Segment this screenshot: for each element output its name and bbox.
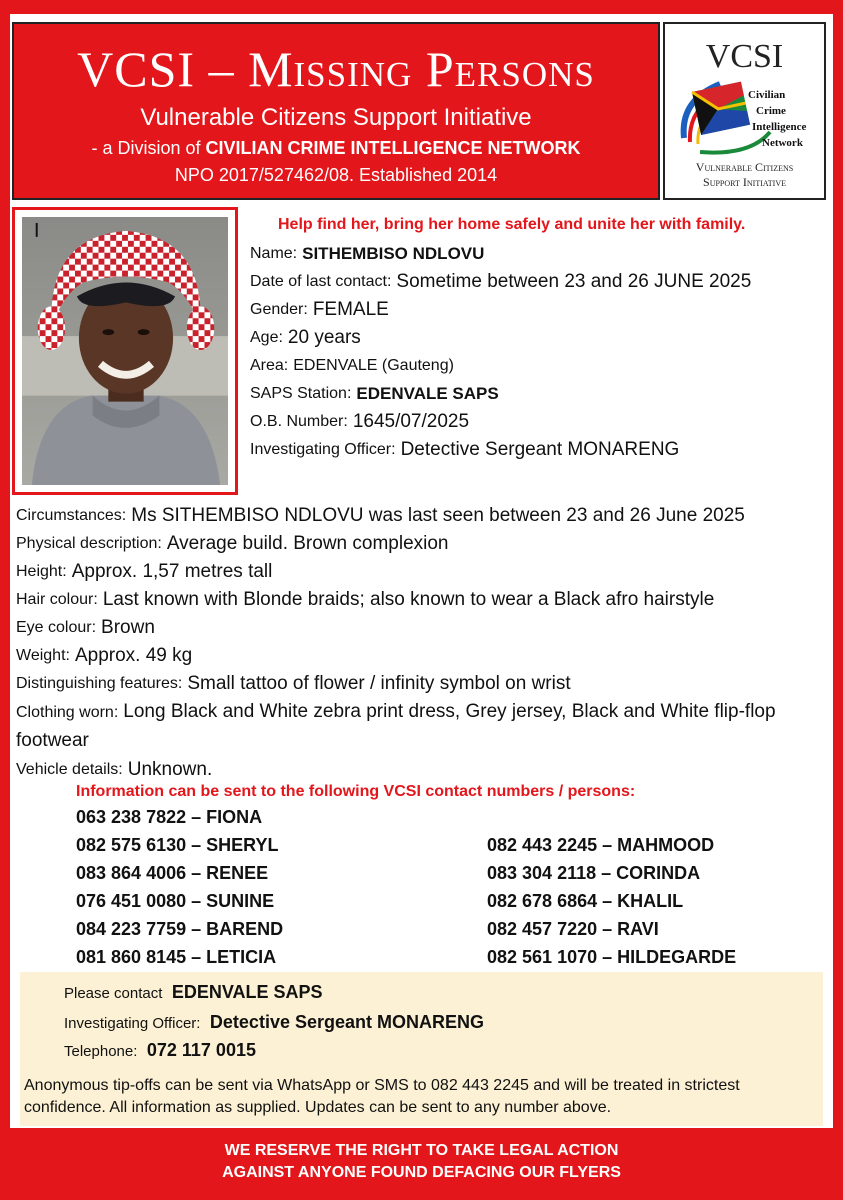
detail-gender	[250, 296, 825, 324]
officer-label: Investigating Officer:	[250, 441, 396, 458]
officer-value: Detective Sergeant MONARENG	[400, 439, 680, 460]
police-officer-row	[64, 1012, 484, 1033]
station-value: EDENVALE SAPS	[356, 384, 499, 403]
logo-subtitle-line1: Vulnerable Citizens	[695, 160, 794, 174]
gender-value: FEMALE	[312, 299, 389, 320]
clothing-value: Long Black and White zebra print dress, Grey jersey, Black and White flip-flop footwear	[16, 701, 776, 751]
contact-corinda: 083 304 2118 – CORINDA	[487, 863, 701, 883]
police-officer: Detective Sergeant MONARENG	[209, 1012, 484, 1032]
contact-leticia: 081 860 8145 – LETICIA	[76, 947, 277, 967]
weight-label: Weight:	[16, 647, 70, 664]
last-contact-label: Date of last contact:	[250, 273, 392, 290]
gender-label: Gender:	[250, 301, 308, 318]
name-label: Name:	[250, 245, 298, 262]
header-banner	[12, 22, 660, 200]
eye-value: Brown	[101, 617, 155, 638]
detail-age	[250, 324, 825, 352]
hair-row	[16, 586, 816, 614]
contact-khalil: 082 678 6864 – KHALIL	[487, 891, 684, 911]
footer-line1: WE RESERVE THE RIGHT TO TAKE LEGAL ACTION	[224, 1142, 619, 1159]
vehicle-value: Unknown.	[127, 759, 213, 780]
logo-word-intelligence: Intelligence	[751, 121, 806, 133]
area-label: Area:	[250, 357, 289, 374]
person-details	[250, 240, 825, 464]
area-value: EDENVALE	[293, 357, 378, 374]
header-npo: NPO 2017/527462/08. Established 2014	[174, 165, 498, 185]
physical-label: Physical description:	[16, 535, 162, 552]
clothing-label: Clothing worn:	[16, 704, 119, 721]
footer-line2: AGAINST ANYONE FOUND DEFACING OUR FLYERS	[222, 1164, 621, 1181]
description-section	[16, 502, 816, 784]
police-station: EDENVALE SAPS	[171, 982, 323, 1002]
vehicle-row	[16, 756, 816, 784]
logo-subtitle	[665, 160, 824, 190]
police-phone-label: Telephone:	[64, 1043, 138, 1060]
circumstances-label: Circumstances:	[16, 507, 127, 524]
contact-sheryl: 082 575 6130 – SHERYL	[76, 835, 279, 855]
police-contact-row	[64, 982, 323, 1003]
area-province: (Gauteng)	[381, 357, 454, 374]
detail-ob-number	[250, 408, 825, 436]
logo-emblem-icon	[670, 78, 820, 156]
police-officer-label: Investigating Officer:	[64, 1015, 201, 1032]
police-phone: 072 117 0015	[146, 1040, 256, 1060]
features-row	[16, 670, 816, 698]
person-name: SITHEMBISO NDLOVU	[302, 244, 485, 263]
weight-value: Approx. 49 kg	[74, 645, 193, 666]
logo-word-network: Network	[761, 137, 803, 149]
eye-label: Eye colour:	[16, 619, 97, 636]
logo-subtitle-line2: Support Initiative	[703, 175, 786, 189]
header-division	[14, 138, 658, 159]
hair-label: Hair colour:	[16, 591, 98, 608]
contact-hildegarde: 082 561 1070 – HILDEGARDE	[487, 947, 737, 967]
hair-value: Last known with Blonde braids; also known to wear a Black afro hairstyle	[102, 589, 715, 610]
contact-barend: 084 223 7759 – BAREND	[76, 919, 284, 939]
detail-last-contact	[250, 268, 825, 296]
logo-word-crime: Crime	[755, 105, 786, 117]
missing-person-photo-frame	[12, 207, 238, 495]
header-subtitle: Vulnerable Citizens Support Initiative	[140, 104, 532, 131]
appeal-text: Help find her, bring her home safely and unite her with family.	[278, 216, 746, 233]
vehicle-label: Vehicle details:	[16, 761, 123, 778]
detail-area	[250, 352, 825, 380]
detail-name	[250, 240, 825, 268]
circumstances-value: Ms SITHEMBISO NDLOVU was last seen between 23 and 26 June 2025	[131, 505, 745, 526]
weight-row	[16, 642, 816, 670]
detail-officer	[250, 436, 825, 464]
eye-row	[16, 614, 816, 642]
contact-sunine: 076 451 0080 – SUNINE	[76, 891, 275, 911]
division-prefix: - a Division of	[91, 138, 206, 158]
division-name: CIVILIAN CRIME INTELLIGENCE NETWORK	[205, 138, 581, 158]
detail-station	[250, 380, 825, 408]
contact-fiona: 063 238 7822 – FIONA	[76, 807, 263, 827]
features-label: Distinguishing features:	[16, 675, 183, 692]
clothing-row	[16, 698, 816, 756]
page-title: VCSI – Missing Persons	[77, 41, 595, 97]
vcsi-logo	[663, 22, 826, 200]
circumstances-row	[16, 502, 816, 530]
station-label: SAPS Station:	[250, 385, 352, 402]
height-row	[16, 558, 816, 586]
police-contact-label: Please contact	[64, 985, 163, 1002]
age-value: 20 years	[287, 327, 361, 348]
missing-person-photo	[22, 217, 228, 485]
contact-mahmood: 082 443 2245 – MAHMOOD	[487, 835, 715, 855]
logo-word-civilian: Civilian	[747, 89, 785, 101]
features-value: Small tattoo of flower / infinity symbol on wrist	[187, 673, 571, 694]
logo-title: VCSI	[705, 38, 784, 75]
contact-ravi: 082 457 7220 – RAVI	[487, 919, 659, 939]
contact-renee: 083 864 4006 – RENEE	[76, 863, 269, 883]
ob-label: O.B. Number:	[250, 413, 348, 430]
police-phone-row	[64, 1040, 256, 1061]
height-value: Approx. 1,57 metres tall	[71, 561, 273, 582]
contacts-heading: Information can be sent to the following VCSI contact numbers / persons:	[76, 783, 636, 800]
physical-row	[16, 530, 816, 558]
age-label: Age:	[250, 329, 283, 346]
last-contact-value: Sometime between 23 and 26 JUNE 2025	[396, 271, 752, 292]
height-label: Height:	[16, 563, 67, 580]
ob-value: 1645/07/2025	[352, 411, 470, 432]
physical-value: Average build. Brown complexion	[166, 533, 449, 554]
legal-footer	[0, 1140, 843, 1184]
tipoff-notice: Anonymous tip-offs can be sent via WhatsApp or SMS to 082 443 2245 and will be treated in strictest confidence. All information as supplied. Updates can be sent to any number above.	[24, 1077, 740, 1116]
